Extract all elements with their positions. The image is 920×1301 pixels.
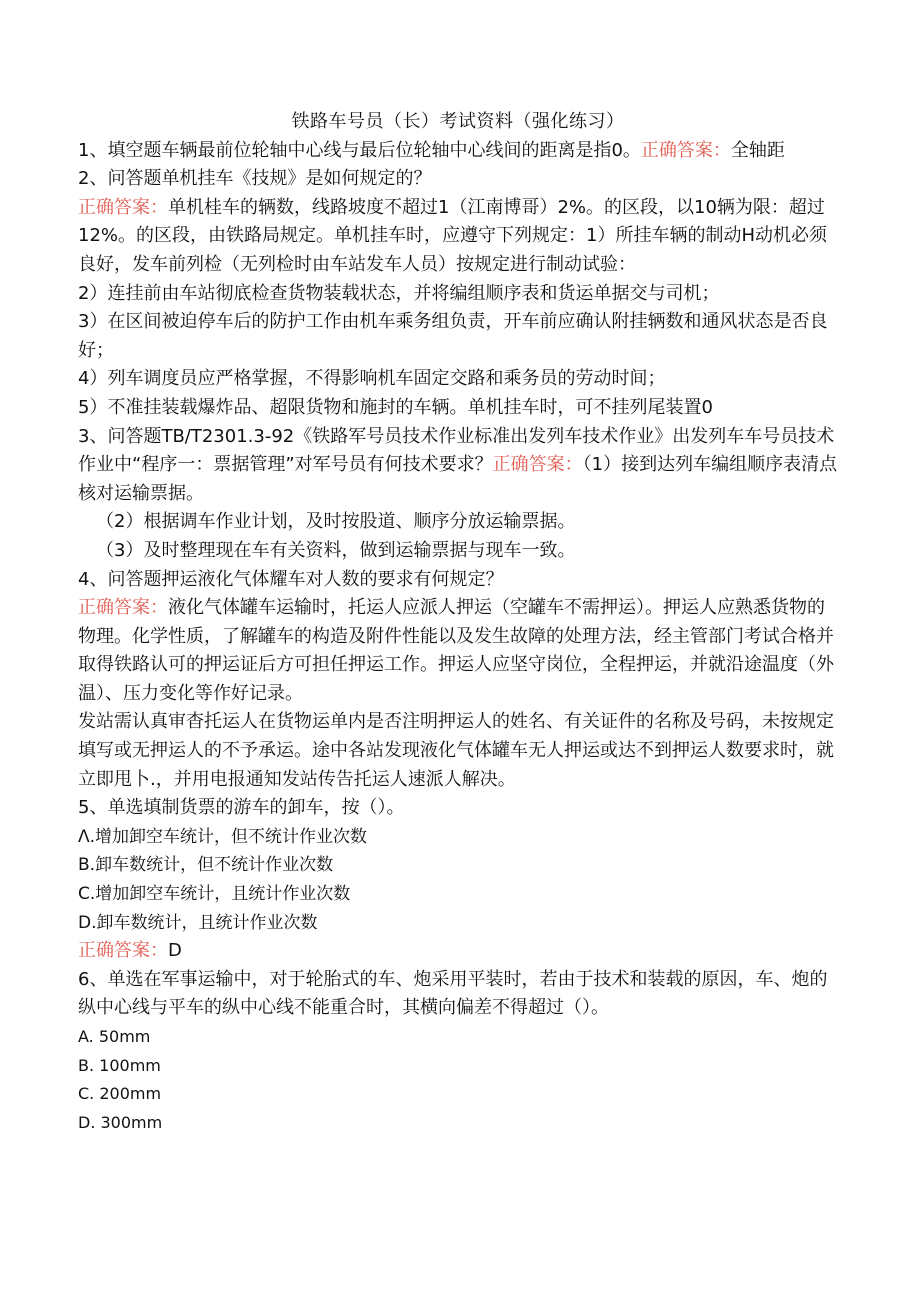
question-2-answer-p5: 5）不准挂装载爆炸品、超限货物和施封的车辆。单机挂车时，可不挂列尾装置0: [78, 396, 713, 418]
question-2-text: 2、问答题单机挂车《技规》是如何规定的？: [78, 168, 432, 190]
answer-label: 正确答案：: [640, 139, 731, 161]
question-2-answer-p4: 4）列车调度员应严格掌握，不得影响机车固定交路和乘务员的劳动时间；: [78, 368, 666, 390]
question-1-answer: 全轴距: [730, 139, 785, 161]
question-5-text: 5、单选填制货票的游车的卸车，按（）。: [78, 797, 405, 819]
question-3-text: 3、问答题TB/T2301.3-92《铁路军号员技术作业标准出发列车技术作业》出发列车车号员技术作业中“程序一：票据管理”对军号员有何技术要求？: [78, 425, 835, 476]
answer-label: 正确答案：: [78, 597, 168, 619]
question-5-answer-value: D: [168, 940, 182, 962]
answer-label: 正确答案：: [78, 940, 168, 962]
question-6-text: 6、单选在军事运输中，对于轮胎式的车、炮采用平装时，若由于技术和装载的原因，车、炮的纵中心线与平车的纵中心线不能重合时，其横向偏差不得超过（）。: [78, 968, 828, 1019]
option-d: D.卸车数统计，且统计作业次数: [78, 912, 318, 933]
option-b: B.卸车数统计，但不统计作业次数: [78, 855, 334, 876]
option-b: B. 100mm: [78, 1055, 161, 1075]
question-2-answer-p2: 2）连挂前由车站彻底检查货物装载状态，并将编组顺序表和货运单据交与司机；: [78, 282, 720, 304]
question-3: [78, 423, 838, 509]
page-title: 铁路车号员（长）考试资料（强化练习）: [291, 111, 625, 132]
question-1: [78, 137, 838, 166]
question-4-answer-p2: 发站需认真审杳托运人在货物运单内是否注明押运人的姓名、有关证件的名称及号码，未按规定填写或无押运人的不予承运。途中各站发现液化气体罐车无人押运或达不到押运人数要求时，就立即甩卜.，并用电报通知发站传告托运人速派人解决。: [78, 711, 834, 790]
option-a: Λ.增加卸空车统计，但不统计作业次数: [78, 826, 368, 847]
question-4-answer: [78, 594, 838, 708]
question-3-answer-p3: （3）及时整理现在车有关资料，做到运输票据与现车一致。: [96, 539, 576, 561]
answer-label: 正确答案：: [492, 454, 583, 476]
question-4-text: 4、问答题押运液化气体耀车对人数的要求有何规定？: [78, 568, 504, 590]
question-5-answer: [78, 937, 838, 966]
document-page: [78, 108, 838, 1137]
question-2-answer-p1: 单机桂车的辆数，线路坡度不超过1（江南博哥）2%。的区段，以10辆为限：超过12%。的区段，由铁路局规定。单机挂车时，应遵守下列规定：1）所挂车辆的制动H动机必须良好，发车前列检（无列检时由车站发车人员）按规定进行制动试验：: [78, 196, 827, 275]
question-3-answer-p1: （1）接到达列车编组顺序表清点核对运输票据。: [78, 454, 838, 504]
option-c: C. 200mm: [78, 1084, 162, 1104]
question-2-answer: [78, 194, 838, 280]
question-4-answer-p1: 液化气体罐车运输时，托运人应派人押运（空罐车不需押运）。押运人应熟悉货物的物理。化学性质，了解罐车的构造及附件性能以及发生故障的处理方法，经主管部门考试合格并取得铁路认可的押运证后方可担任押运工作。押运人应坚守岗位，全程押运，并就沿途温度（外温）、压力变化等作好记录。: [78, 597, 834, 704]
question-3-answer-p2: （2）根据调车作业计划，及时按股道、顺序分放运输票据。: [96, 511, 576, 533]
question-1-text: 1、填空题车辆最前位轮轴中心线与最后位轮轴中心线间的距离是指0。: [78, 139, 641, 161]
question-2-answer-p3: 3）在区间被迫停车后的防护工作由机车乘务组负责，开车前应确认附挂辆数和通风状态是否良好；: [78, 311, 828, 361]
option-a: A. 50mm: [78, 1027, 151, 1046]
answer-label: 正确答案：: [78, 196, 168, 218]
option-d: D. 300mm: [78, 1112, 163, 1132]
option-c: C.增加卸空车统计，且统计作业次数: [78, 884, 351, 905]
